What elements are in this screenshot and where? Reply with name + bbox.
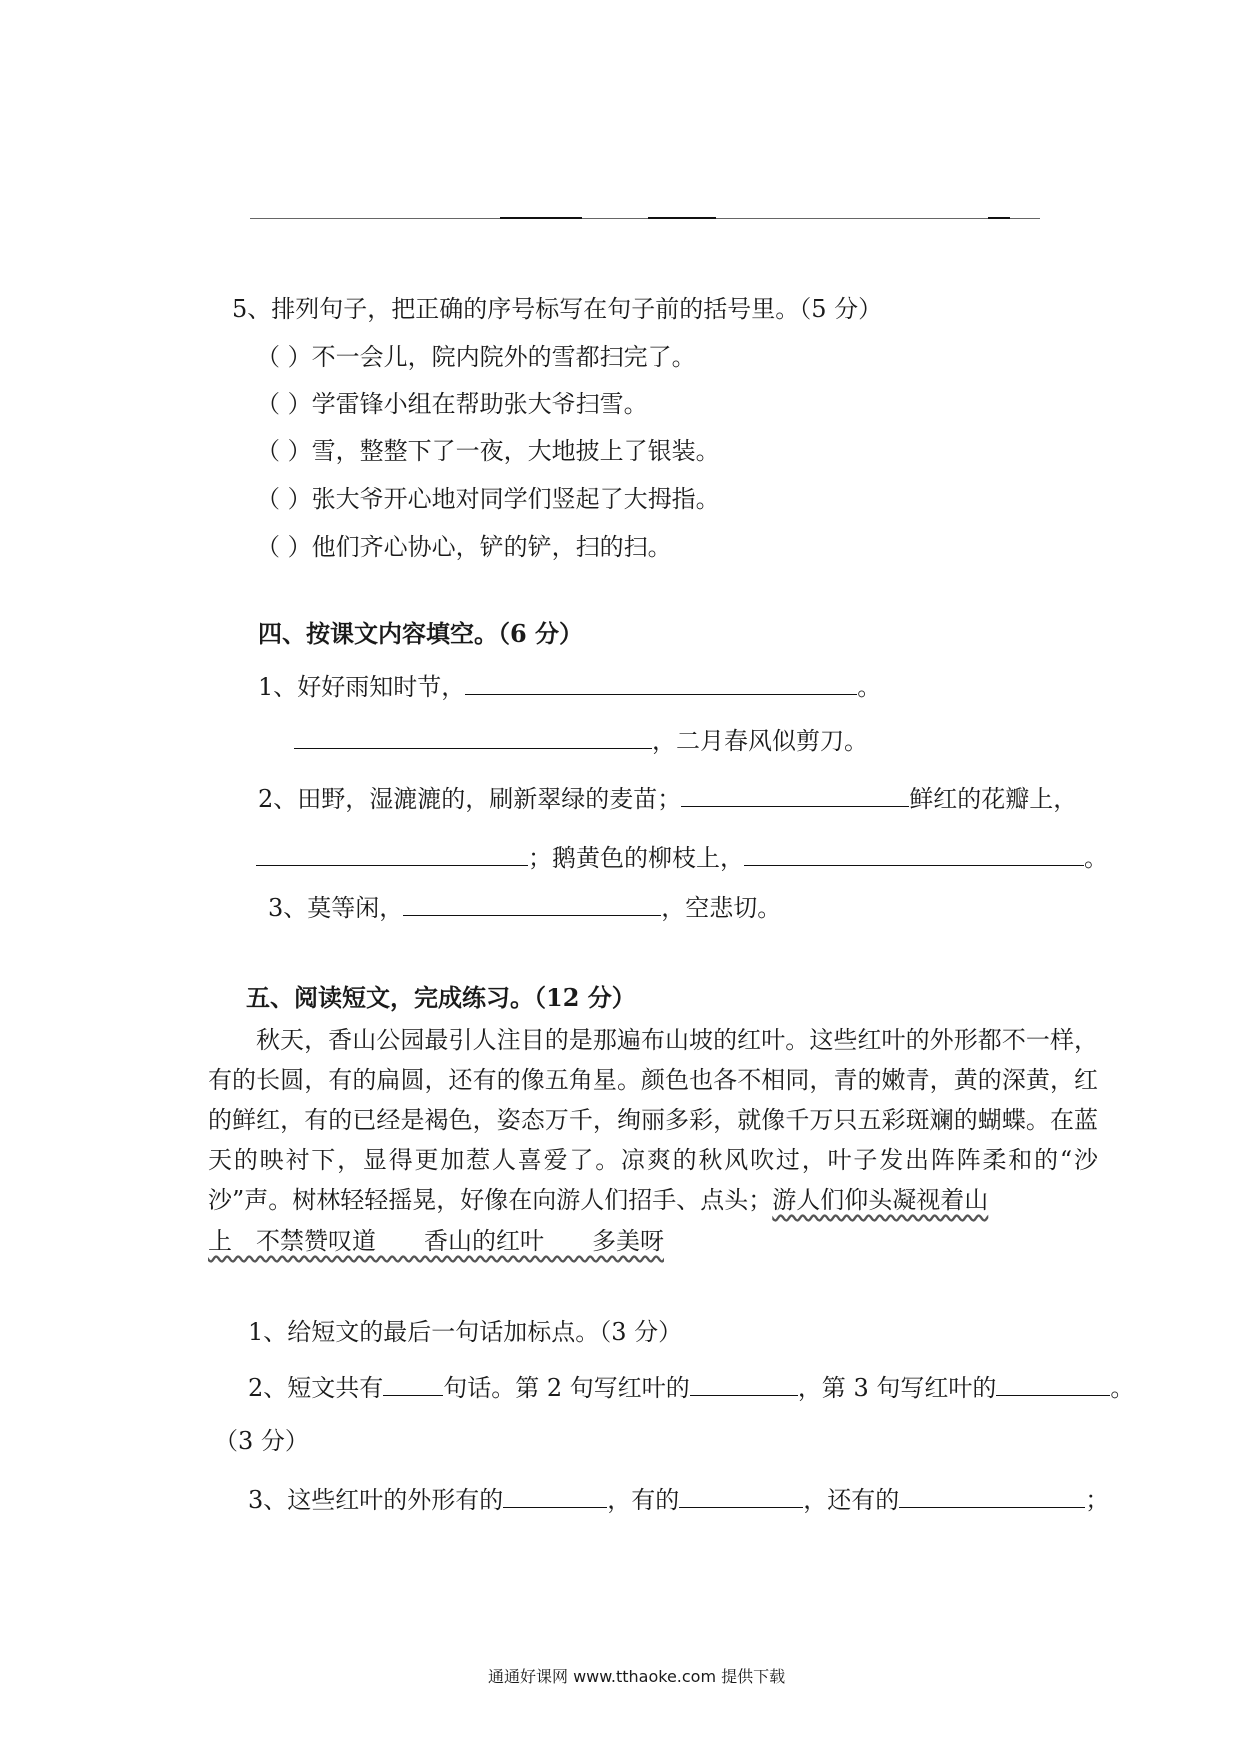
s4-line-2 xyxy=(294,726,868,756)
fill-blank[interactable] xyxy=(256,843,528,866)
answer-bracket[interactable]: （ ） xyxy=(256,343,312,371)
q5-item-5 xyxy=(256,532,672,562)
fill-blank[interactable] xyxy=(996,1373,1110,1396)
s5-q1: 1、给短文的最后一句话加标点。（3 分） xyxy=(248,1318,683,1346)
top-rule-seg-2 xyxy=(648,217,716,219)
s5-q3 xyxy=(248,1485,1109,1515)
top-rule-seg-1 xyxy=(500,217,582,219)
section-4-title: 四、按课文内容填空。（6 分） xyxy=(258,619,584,648)
q5-item-2 xyxy=(256,389,648,419)
s5-q2-text-b: 句话。第 2 句写红叶的 xyxy=(443,1374,690,1402)
q5-title: 5、排列句子，把正确的序号标写在句子前的括号里。（5 分） xyxy=(232,295,883,323)
s4-line-3-end: 鲜红的花瓣上， xyxy=(909,785,1078,813)
s4-line-5 xyxy=(268,893,781,923)
passage-wavy-sentence-cont: 上 不禁赞叹道 香山的红叶 多美呀 xyxy=(208,1227,664,1255)
s4-line-4-text: ；鹅黄色的柳枝上， xyxy=(528,844,744,872)
fill-blank[interactable] xyxy=(465,672,857,695)
s4-line-1 xyxy=(258,672,881,702)
q5-item-4 xyxy=(256,484,720,514)
s5-q2-text-c: ，第 3 句写红叶的 xyxy=(797,1374,997,1402)
passage-text: 秋天，香山公园最引人注目的是那遍布山坡的红叶。这些红叶的外形都不一样，有的长圆，有的扁圆，还有的像五角星。颜色也各不相同，青的嫩青，黄的深黄，红的鲜红，有的已经是褐色，姿态万千，绚丽多彩，就像千万只五彩斑斓的蝴蝶。在蓝天的映衬下，显得更加惹人喜爱了。凉爽的秋风吹过，叶子发出阵阵柔和的“沙沙”声。树林轻轻摇晃，好像在向游人们招手、点头； xyxy=(208,1026,1098,1214)
answer-bracket[interactable]: （ ） xyxy=(256,485,312,513)
fill-blank[interactable] xyxy=(681,784,909,807)
fill-blank[interactable] xyxy=(744,843,1084,866)
passage-wavy-sentence: 游人们仰头凝视着山 xyxy=(772,1186,989,1214)
s5-q2-text-d: 。 xyxy=(1110,1374,1135,1402)
q5-item-text: 不一会儿，院内院外的雪都扫完了。 xyxy=(311,343,696,371)
s4-line-4 xyxy=(256,843,1108,873)
s4-line-1-end: 。 xyxy=(857,673,882,701)
q5-item-1 xyxy=(256,342,696,372)
page-footer: 通通好课网 www.tthaoke.com 提供下载 xyxy=(488,1667,786,1686)
s4-line-3-text: 2、田野，湿漉漉的，刷新翠绿的麦苗； xyxy=(258,785,682,813)
fill-blank[interactable] xyxy=(503,1485,607,1508)
fill-blank[interactable] xyxy=(403,893,661,916)
fill-blank[interactable] xyxy=(383,1373,443,1396)
s5-q2-score: （3 分） xyxy=(214,1427,309,1455)
s5-q3-text-d: ； xyxy=(1085,1486,1110,1514)
q5-item-text: 他们齐心协心，铲的铲，扫的扫。 xyxy=(311,533,672,561)
answer-bracket[interactable]: （ ） xyxy=(256,437,312,465)
s4-line-1-text: 1、好好雨知时节， xyxy=(258,673,466,701)
s4-line-3 xyxy=(258,784,1077,814)
fill-blank[interactable] xyxy=(690,1373,798,1396)
q5-item-3 xyxy=(256,436,720,466)
fill-blank[interactable] xyxy=(679,1485,803,1508)
top-rule-thin xyxy=(250,218,1040,219)
reading-passage xyxy=(208,1020,1098,1220)
s4-line-4-end: 。 xyxy=(1084,844,1108,872)
s5-q2-text-a: 2、短文共有 xyxy=(248,1374,384,1402)
q5-item-text: 雪，整整下了一夜，大地披上了银装。 xyxy=(311,437,720,465)
s4-line-2-text: ，二月春风似剪刀。 xyxy=(652,727,868,755)
s5-q3-text-c: ，还有的 xyxy=(803,1486,900,1514)
s5-q3-text-a: 3、这些红叶的外形有的 xyxy=(248,1486,504,1514)
s4-line-5-end: ，空悲切。 xyxy=(661,894,782,922)
section-5-title: 五、阅读短文，完成练习。（12 分） xyxy=(246,983,636,1012)
fill-blank[interactable] xyxy=(899,1485,1085,1508)
s5-q3-text-b: ，有的 xyxy=(607,1486,680,1514)
s5-q2 xyxy=(248,1373,1134,1403)
fill-blank[interactable] xyxy=(294,726,652,749)
q5-item-text: 张大爷开心地对同学们竖起了大拇指。 xyxy=(311,485,720,513)
q5-item-text: 学雷锋小组在帮助张大爷扫雪。 xyxy=(311,390,648,418)
answer-bracket[interactable]: （ ） xyxy=(256,533,312,561)
s4-line-5-text: 3、莫等闲， xyxy=(268,894,404,922)
top-rule-seg-3 xyxy=(988,217,1010,219)
answer-bracket[interactable]: （ ） xyxy=(256,390,312,418)
